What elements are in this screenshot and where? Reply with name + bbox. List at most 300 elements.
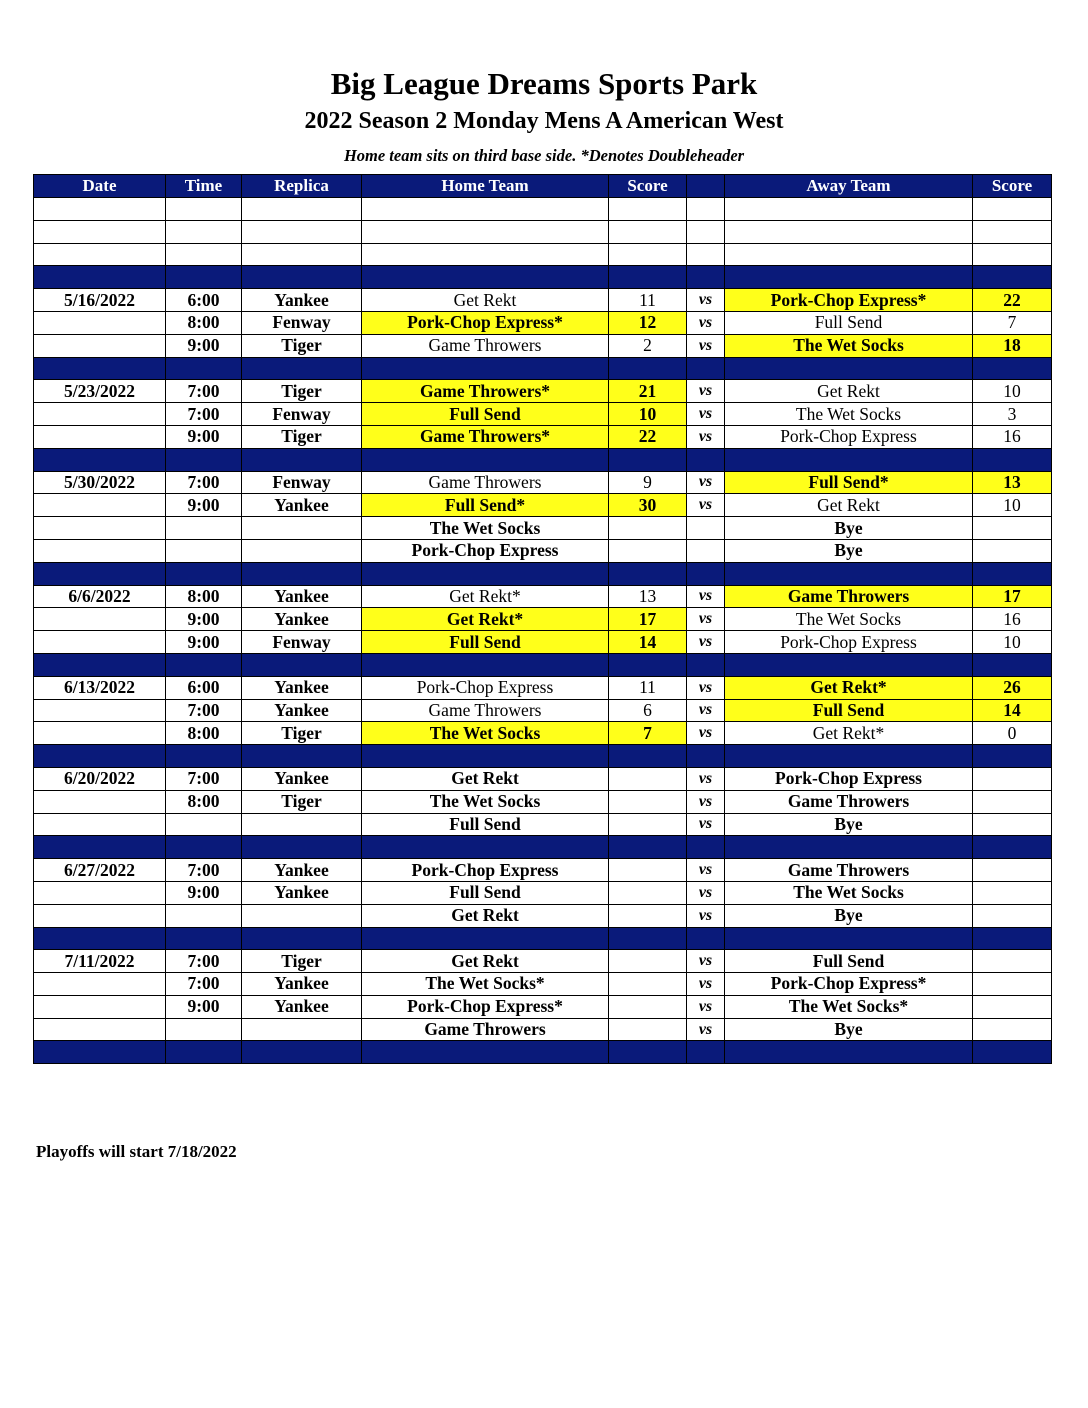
vs-cell: vs [687, 425, 725, 448]
column-header-home-team: Home Team [362, 175, 609, 198]
time-cell: 8:00 [166, 722, 242, 745]
date-cell [34, 494, 166, 517]
away-team-cell [725, 927, 973, 950]
date-cell [34, 403, 166, 426]
home-team-cell [362, 562, 609, 585]
away-team-cell: The Wet Socks [725, 403, 973, 426]
date-cell [34, 266, 166, 289]
blank-row [34, 243, 1052, 266]
away-score-cell: 17 [973, 585, 1052, 608]
replica-cell: Yankee [242, 699, 362, 722]
away-team-cell: The Wet Socks* [725, 995, 973, 1018]
home-team-cell [362, 357, 609, 380]
replica-cell [242, 653, 362, 676]
away-team-cell [725, 1041, 973, 1064]
away-score-cell [973, 562, 1052, 585]
time-cell: 9:00 [166, 425, 242, 448]
time-cell [166, 220, 242, 243]
vs-cell: vs [687, 585, 725, 608]
home-score-cell: 2 [609, 334, 687, 357]
vs-cell: vs [687, 950, 725, 973]
time-cell [166, 448, 242, 471]
away-team-cell: Game Throwers [725, 790, 973, 813]
home-score-cell [609, 220, 687, 243]
away-score-cell: 10 [973, 631, 1052, 654]
date-cell [34, 562, 166, 585]
away-score-cell: 16 [973, 425, 1052, 448]
vs-cell [687, 836, 725, 859]
time-cell: 8:00 [166, 790, 242, 813]
schedule-table [33, 174, 1052, 1064]
home-team-cell: Game Throwers [362, 334, 609, 357]
table-row [34, 859, 1052, 882]
time-cell: 7:00 [166, 380, 242, 403]
away-score-cell [973, 950, 1052, 973]
home-team-cell: Full Send* [362, 494, 609, 517]
time-cell [166, 562, 242, 585]
home-team-cell: Get Rekt* [362, 608, 609, 631]
date-cell [34, 927, 166, 950]
replica-cell [242, 198, 362, 221]
replica-cell [242, 266, 362, 289]
home-team-cell: The Wet Socks [362, 722, 609, 745]
table-row [34, 881, 1052, 904]
away-team-cell [725, 220, 973, 243]
vs-cell [687, 243, 725, 266]
vs-cell: vs [687, 471, 725, 494]
time-cell: 9:00 [166, 631, 242, 654]
replica-cell [242, 1041, 362, 1064]
away-score-cell: 22 [973, 289, 1052, 312]
vs-cell: vs [687, 403, 725, 426]
away-score-cell: 16 [973, 608, 1052, 631]
vs-cell: vs [687, 767, 725, 790]
vs-cell: vs [687, 631, 725, 654]
vs-cell: vs [687, 334, 725, 357]
home-score-cell [609, 539, 687, 562]
column-header-home-score: Score [609, 175, 687, 198]
vs-cell: vs [687, 881, 725, 904]
vs-cell: vs [687, 676, 725, 699]
away-score-cell [973, 1018, 1052, 1041]
date-cell [34, 699, 166, 722]
home-team-cell: Get Rekt [362, 767, 609, 790]
time-cell: 8:00 [166, 311, 242, 334]
away-team-cell [725, 448, 973, 471]
table-row [34, 585, 1052, 608]
away-team-cell [725, 243, 973, 266]
vs-cell [687, 266, 725, 289]
replica-cell: Yankee [242, 676, 362, 699]
date-cell [34, 881, 166, 904]
date-cell: 7/11/2022 [34, 950, 166, 973]
date-cell [34, 198, 166, 221]
away-score-cell [973, 904, 1052, 927]
separator-row [34, 745, 1052, 768]
home-score-cell [609, 995, 687, 1018]
vs-cell [687, 220, 725, 243]
vs-cell [687, 448, 725, 471]
time-cell [166, 745, 242, 768]
away-team-cell: Full Send [725, 311, 973, 334]
table-row [34, 631, 1052, 654]
date-cell [34, 311, 166, 334]
separator-row [34, 1041, 1052, 1064]
away-team-cell: Pork-Chop Express* [725, 973, 973, 996]
away-score-cell [973, 198, 1052, 221]
home-score-cell: 17 [609, 608, 687, 631]
replica-cell: Yankee [242, 608, 362, 631]
date-cell [34, 813, 166, 836]
away-score-cell: 26 [973, 676, 1052, 699]
away-team-cell: Full Send [725, 950, 973, 973]
table-row [34, 813, 1052, 836]
away-team-cell: Game Throwers [725, 585, 973, 608]
away-team-cell: Get Rekt* [725, 676, 973, 699]
time-cell [166, 1018, 242, 1041]
away-score-cell [973, 448, 1052, 471]
vs-cell: vs [687, 995, 725, 1018]
replica-cell: Yankee [242, 859, 362, 882]
replica-cell [242, 745, 362, 768]
away-team-cell: Get Rekt [725, 494, 973, 517]
away-score-cell [973, 653, 1052, 676]
home-score-cell: 11 [609, 289, 687, 312]
home-team-cell: Game Throwers* [362, 380, 609, 403]
table-row [34, 380, 1052, 403]
home-score-cell: 30 [609, 494, 687, 517]
home-team-cell: Game Throwers [362, 471, 609, 494]
vs-cell: vs [687, 904, 725, 927]
time-cell [166, 927, 242, 950]
replica-cell: Tiger [242, 950, 362, 973]
away-team-cell: Pork-Chop Express [725, 425, 973, 448]
replica-cell: Yankee [242, 881, 362, 904]
date-cell [34, 745, 166, 768]
vs-cell: vs [687, 1018, 725, 1041]
away-score-cell [973, 836, 1052, 859]
table-header-row [34, 175, 1052, 198]
away-team-cell [725, 198, 973, 221]
time-cell [166, 836, 242, 859]
home-score-cell [609, 357, 687, 380]
away-score-cell [973, 790, 1052, 813]
time-cell: 7:00 [166, 403, 242, 426]
vs-cell: vs [687, 699, 725, 722]
date-cell [34, 448, 166, 471]
replica-cell [242, 517, 362, 540]
home-score-cell [609, 767, 687, 790]
column-header-away-team: Away Team [725, 175, 973, 198]
home-team-cell: The Wet Socks [362, 517, 609, 540]
table-row [34, 904, 1052, 927]
home-team-cell: The Wet Socks [362, 790, 609, 813]
table-row [34, 699, 1052, 722]
table-row [34, 995, 1052, 1018]
separator-row [34, 448, 1052, 471]
away-score-cell [973, 266, 1052, 289]
home-team-cell [362, 836, 609, 859]
vs-cell [687, 198, 725, 221]
home-score-cell: 12 [609, 311, 687, 334]
replica-cell [242, 927, 362, 950]
away-team-cell: Pork-Chop Express [725, 767, 973, 790]
home-score-cell [609, 1041, 687, 1064]
time-cell: 6:00 [166, 676, 242, 699]
replica-cell: Yankee [242, 767, 362, 790]
vs-cell [687, 517, 725, 540]
home-team-cell: Game Throwers [362, 699, 609, 722]
replica-cell [242, 1018, 362, 1041]
vs-cell [687, 1041, 725, 1064]
away-team-cell: The Wet Socks [725, 881, 973, 904]
time-cell [166, 517, 242, 540]
away-team-cell [725, 653, 973, 676]
time-cell: 9:00 [166, 334, 242, 357]
home-score-cell [609, 1018, 687, 1041]
home-score-cell: 13 [609, 585, 687, 608]
table-row [34, 539, 1052, 562]
home-team-cell: Full Send [362, 813, 609, 836]
table-row [34, 608, 1052, 631]
home-team-cell: Pork-Chop Express [362, 859, 609, 882]
table-row [34, 950, 1052, 973]
footer-note: Playoffs will start 7/18/2022 [36, 1142, 237, 1161]
date-cell [34, 1018, 166, 1041]
away-score-cell: 7 [973, 311, 1052, 334]
table-row [34, 676, 1052, 699]
vs-cell [687, 927, 725, 950]
vs-cell: vs [687, 311, 725, 334]
time-cell [166, 198, 242, 221]
replica-cell: Tiger [242, 425, 362, 448]
home-team-cell [362, 927, 609, 950]
table-row [34, 1018, 1052, 1041]
home-team-cell [362, 745, 609, 768]
away-team-cell [725, 562, 973, 585]
home-score-cell: 10 [609, 403, 687, 426]
schedule-body [34, 198, 1052, 1064]
time-cell: 7:00 [166, 699, 242, 722]
vs-cell: vs [687, 608, 725, 631]
away-team-cell: Pork-Chop Express* [725, 289, 973, 312]
vs-cell: vs [687, 973, 725, 996]
separator-row [34, 927, 1052, 950]
schedule-note: Home team sits on third base side. *Denotes Doubleheader [343, 146, 745, 165]
home-score-cell [609, 813, 687, 836]
away-score-cell: 10 [973, 380, 1052, 403]
home-score-cell [609, 198, 687, 221]
home-team-cell: Full Send [362, 881, 609, 904]
table-row [34, 973, 1052, 996]
away-score-cell [973, 220, 1052, 243]
home-team-cell [362, 1041, 609, 1064]
replica-cell: Yankee [242, 995, 362, 1018]
replica-cell [242, 220, 362, 243]
home-score-cell [609, 243, 687, 266]
away-score-cell [973, 1041, 1052, 1064]
home-score-cell [609, 517, 687, 540]
time-cell: 9:00 [166, 881, 242, 904]
table-row [34, 403, 1052, 426]
date-cell: 5/30/2022 [34, 471, 166, 494]
away-team-cell: Get Rekt [725, 380, 973, 403]
away-team-cell [725, 836, 973, 859]
vs-cell: vs [687, 722, 725, 745]
column-header-replica: Replica [242, 175, 362, 198]
time-cell: 9:00 [166, 608, 242, 631]
away-score-cell: 3 [973, 403, 1052, 426]
separator-row [34, 653, 1052, 676]
date-cell [34, 334, 166, 357]
home-team-cell [362, 653, 609, 676]
time-cell: 9:00 [166, 995, 242, 1018]
away-score-cell [973, 859, 1052, 882]
home-score-cell [609, 653, 687, 676]
table-row [34, 767, 1052, 790]
vs-cell: vs [687, 494, 725, 517]
home-team-cell: Pork-Chop Express [362, 676, 609, 699]
separator-row [34, 357, 1052, 380]
away-score-cell: 10 [973, 494, 1052, 517]
date-cell [34, 220, 166, 243]
away-score-cell [973, 745, 1052, 768]
away-team-cell [725, 266, 973, 289]
vs-cell [687, 653, 725, 676]
away-team-cell: Game Throwers [725, 859, 973, 882]
table-row [34, 494, 1052, 517]
time-cell [166, 904, 242, 927]
blank-row [34, 220, 1052, 243]
separator-row [34, 266, 1052, 289]
home-team-cell: Get Rekt [362, 950, 609, 973]
column-header-vs [687, 175, 725, 198]
away-score-cell [973, 927, 1052, 950]
replica-cell [242, 243, 362, 266]
home-score-cell [609, 562, 687, 585]
home-score-cell: 6 [609, 699, 687, 722]
home-score-cell [609, 904, 687, 927]
home-score-cell [609, 266, 687, 289]
away-team-cell: Full Send* [725, 471, 973, 494]
home-team-cell: Get Rekt [362, 904, 609, 927]
vs-cell [687, 357, 725, 380]
away-score-cell [973, 357, 1052, 380]
vs-cell: vs [687, 289, 725, 312]
vs-cell [687, 539, 725, 562]
column-header-date: Date [34, 175, 166, 198]
vs-cell: vs [687, 859, 725, 882]
date-cell [34, 425, 166, 448]
replica-cell: Tiger [242, 334, 362, 357]
vs-cell [687, 745, 725, 768]
time-cell [166, 243, 242, 266]
time-cell: 6:00 [166, 289, 242, 312]
home-team-cell: Get Rekt [362, 289, 609, 312]
table-row [34, 790, 1052, 813]
replica-cell [242, 904, 362, 927]
date-cell: 6/6/2022 [34, 585, 166, 608]
date-cell [34, 904, 166, 927]
home-score-cell [609, 790, 687, 813]
vs-cell: vs [687, 380, 725, 403]
replica-cell: Tiger [242, 722, 362, 745]
date-cell [34, 539, 166, 562]
replica-cell: Fenway [242, 311, 362, 334]
away-score-cell [973, 243, 1052, 266]
replica-cell: Fenway [242, 403, 362, 426]
home-score-cell: 21 [609, 380, 687, 403]
away-team-cell: Bye [725, 813, 973, 836]
home-score-cell [609, 448, 687, 471]
away-score-cell: 0 [973, 722, 1052, 745]
home-score-cell: 22 [609, 425, 687, 448]
home-team-cell: Game Throwers* [362, 425, 609, 448]
date-cell [34, 790, 166, 813]
home-team-cell: Game Throwers [362, 1018, 609, 1041]
blank-row [34, 198, 1052, 221]
replica-cell: Yankee [242, 494, 362, 517]
replica-cell [242, 357, 362, 380]
home-team-cell: Full Send [362, 631, 609, 654]
replica-cell: Yankee [242, 289, 362, 312]
date-cell: 5/23/2022 [34, 380, 166, 403]
time-cell: 7:00 [166, 859, 242, 882]
separator-row [34, 562, 1052, 585]
date-cell [34, 973, 166, 996]
time-cell [166, 813, 242, 836]
table-row [34, 722, 1052, 745]
away-team-cell: The Wet Socks [725, 334, 973, 357]
time-cell: 7:00 [166, 973, 242, 996]
table-row [34, 471, 1052, 494]
time-cell [166, 266, 242, 289]
home-score-cell [609, 859, 687, 882]
home-team-cell: Pork-Chop Express* [362, 311, 609, 334]
page-subtitle: 2022 Season 2 Monday Mens A American West [304, 108, 784, 134]
away-team-cell [725, 745, 973, 768]
time-cell: 9:00 [166, 494, 242, 517]
table-row [34, 334, 1052, 357]
time-cell [166, 539, 242, 562]
home-team-cell [362, 266, 609, 289]
date-cell [34, 995, 166, 1018]
home-team-cell: Pork-Chop Express [362, 539, 609, 562]
replica-cell: Tiger [242, 380, 362, 403]
home-team-cell: Pork-Chop Express* [362, 995, 609, 1018]
home-score-cell: 7 [609, 722, 687, 745]
date-cell: 6/20/2022 [34, 767, 166, 790]
replica-cell: Yankee [242, 973, 362, 996]
time-cell: 8:00 [166, 585, 242, 608]
separator-row [34, 836, 1052, 859]
date-cell [34, 243, 166, 266]
away-score-cell [973, 995, 1052, 1018]
replica-cell: Yankee [242, 585, 362, 608]
home-team-cell: Get Rekt* [362, 585, 609, 608]
away-team-cell: Get Rekt* [725, 722, 973, 745]
time-cell [166, 357, 242, 380]
date-cell: 6/27/2022 [34, 859, 166, 882]
home-team-cell [362, 448, 609, 471]
home-score-cell [609, 836, 687, 859]
away-score-cell [973, 767, 1052, 790]
away-team-cell [725, 357, 973, 380]
home-team-cell [362, 243, 609, 266]
home-score-cell [609, 973, 687, 996]
time-cell [166, 653, 242, 676]
vs-cell: vs [687, 813, 725, 836]
